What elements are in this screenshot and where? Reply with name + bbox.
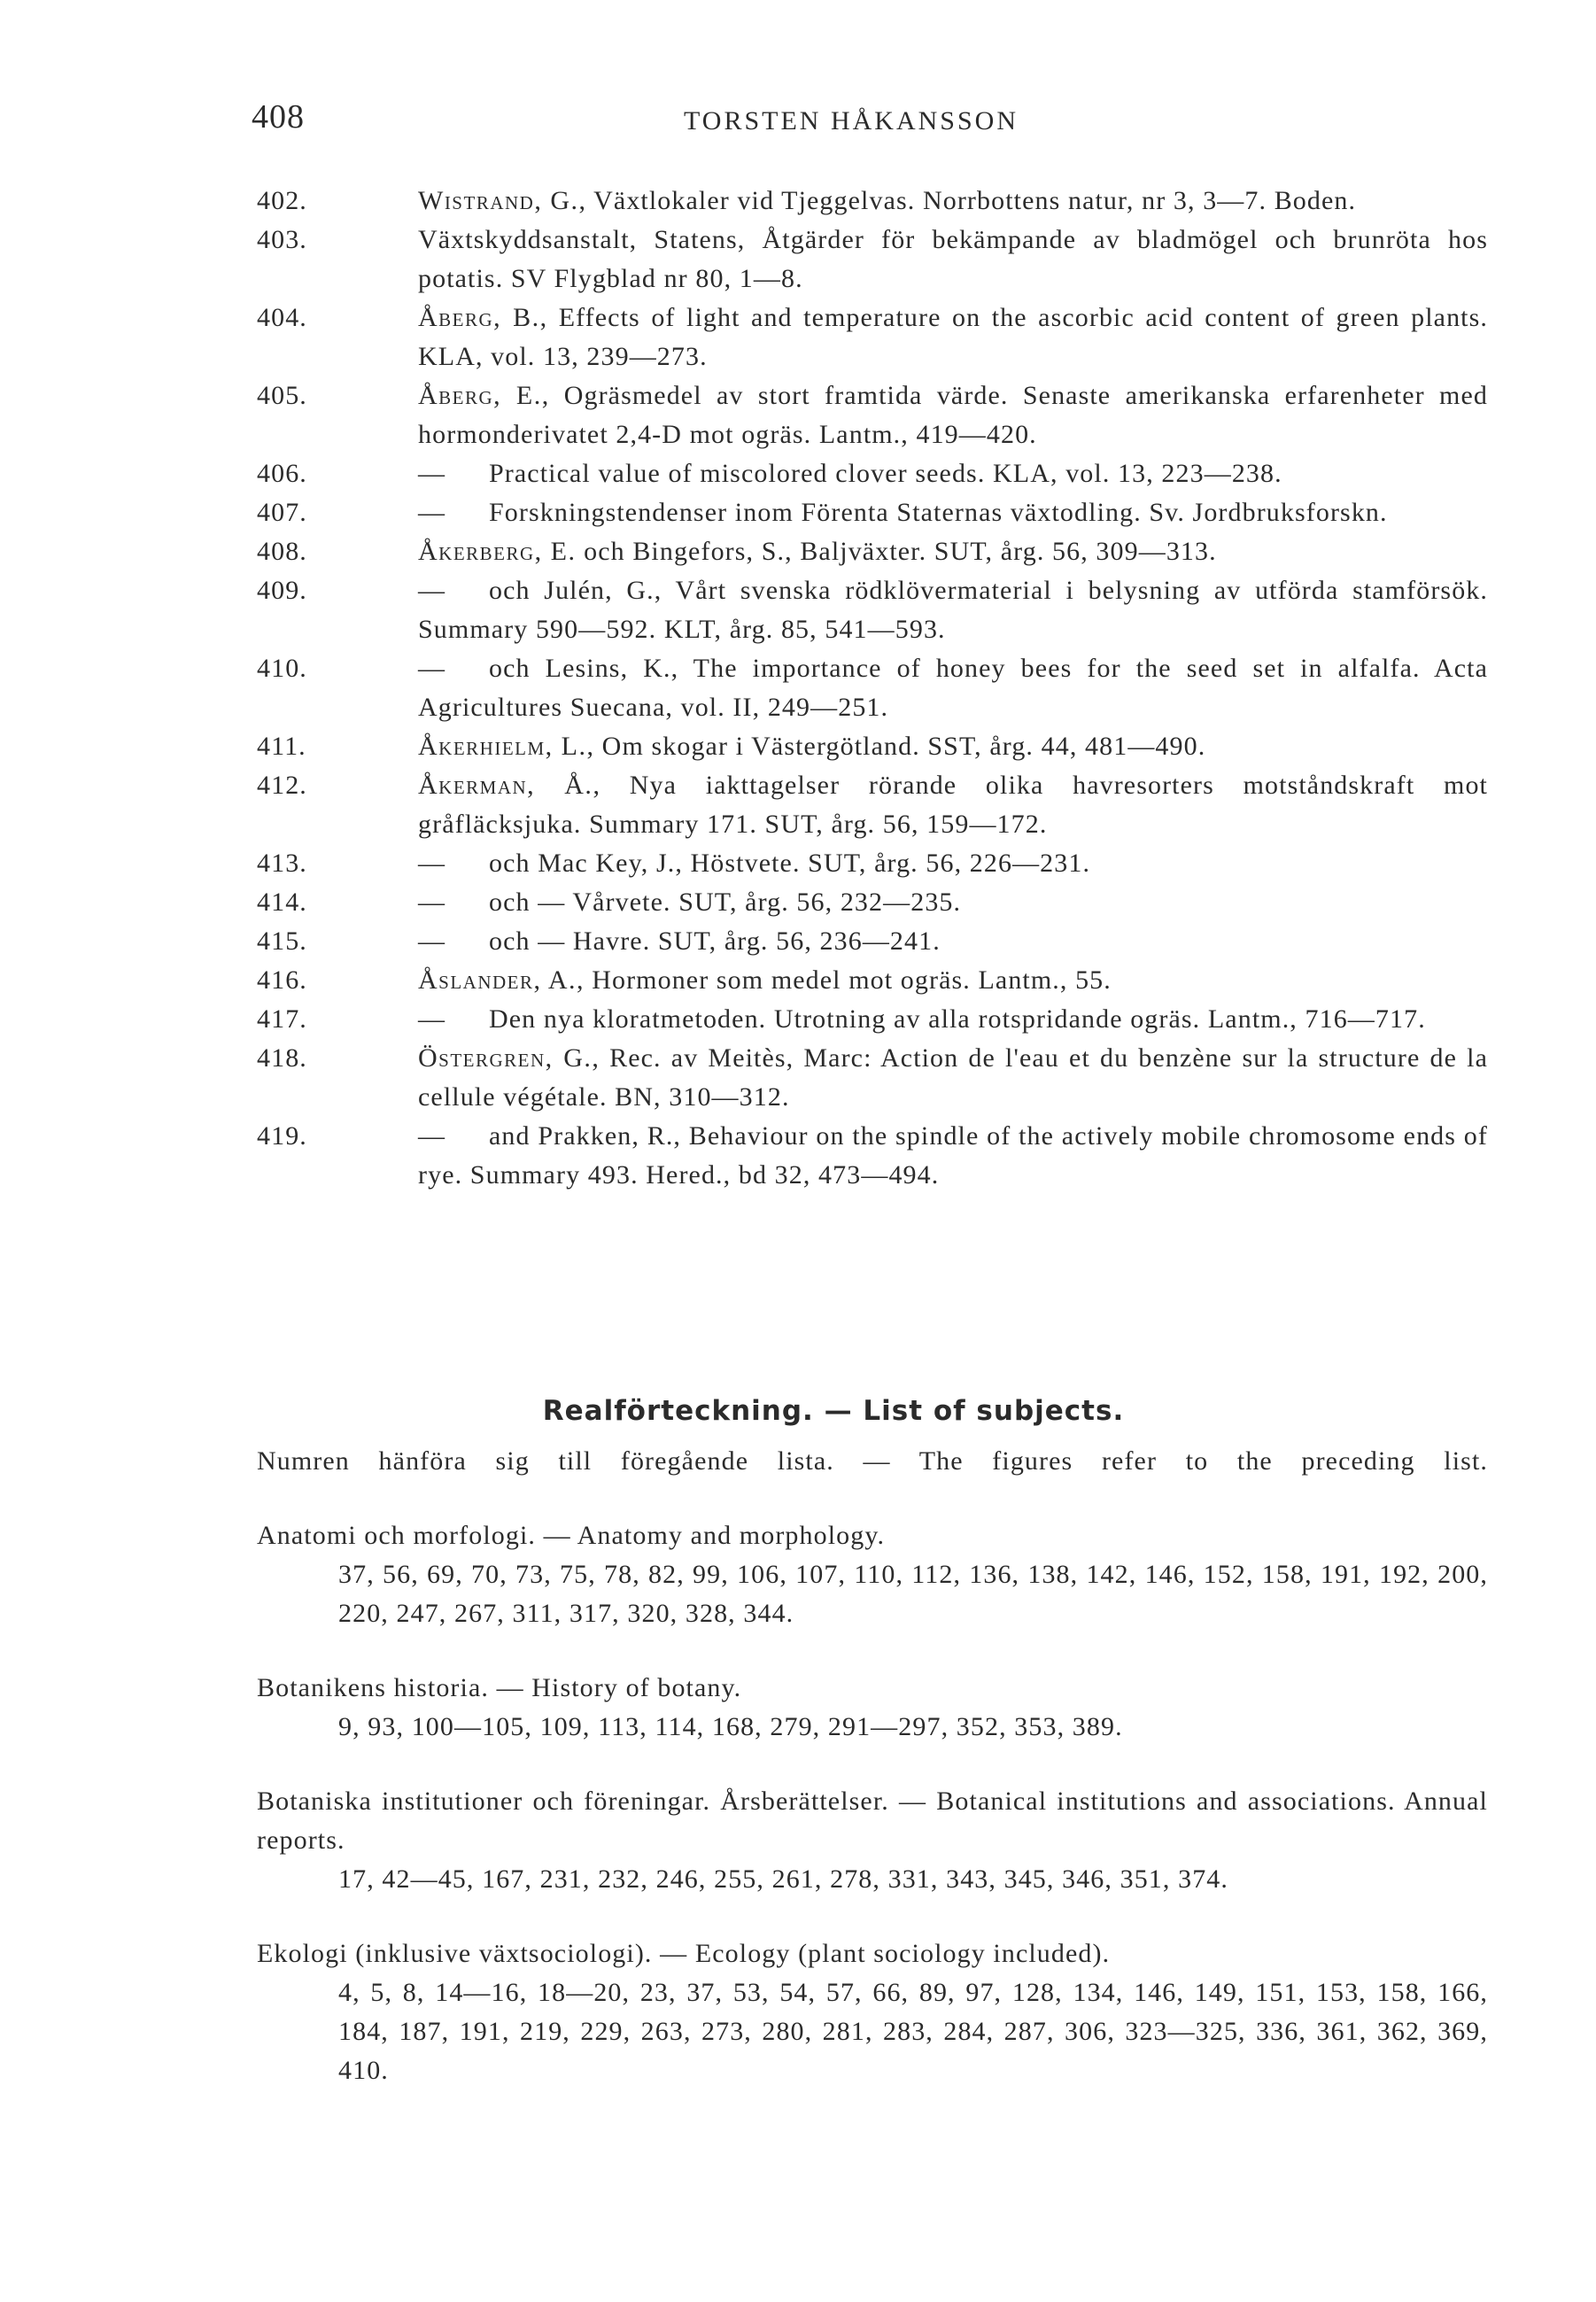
subject-entry <box>257 1669 1488 1747</box>
reference-item <box>257 493 1488 532</box>
reference-body: , Ogräsmedel av stort framtida värde. Senaste amerikanska erfarenheter med hormonderivatet 2,4-D mot ogräs. Lantm., 419—420. <box>418 381 1488 449</box>
subject-numbers: 4, 5, 8, 14—16, 18—20, 23, 37, 53, 54, 57, 66, 89, 97, 128, 134, 146, 149, 151, 153, 158, 166, 184, 187, 191, 219, 229, 263, 273, 280, 281, 283, 284, 287, 306, 323—325, 336, 361, 362, 369, 410. <box>338 1978 1488 2085</box>
reference-body: och Bingefors, S., Baljväxter. SUT, årg. 56, 309—313. <box>576 537 1217 566</box>
reference-author: Åslander, A. <box>418 965 577 995</box>
subject-entry <box>257 1516 1488 1633</box>
reference-body: och — Vårvete. SUT, årg. 56, 232—235. <box>489 887 962 917</box>
reference-text <box>418 532 1488 571</box>
reference-body: och Mac Key, J., Höstvete. SUT, årg. 56, 226—231. <box>489 849 1091 878</box>
reference-body: , Växtlokaler vid Tjeggelvas. Norrbottens natur, nr 3, 3—7. Boden. <box>578 186 1357 215</box>
reference-text <box>418 493 1488 532</box>
reference-item <box>257 883 1488 922</box>
ditto-dash: — <box>418 576 446 605</box>
reference-item <box>257 922 1488 961</box>
subject-numbers: 17, 42—45, 167, 231, 232, 246, 255, 261, 278, 331, 343, 345, 346, 351, 374. <box>338 1864 1228 1894</box>
reference-number: 410. <box>257 654 307 683</box>
reference-body: and Prakken, R., Behaviour on the spindle of the actively mobile chromosome ends of rye. Summary 493. Hered., bd 32, 473—494. <box>418 1121 1488 1190</box>
reference-text <box>418 961 1488 1000</box>
ditto-dash: — <box>418 887 446 917</box>
running-head: TORSTEN HÅKANSSON <box>684 106 1019 136</box>
reference-item <box>257 1117 1488 1195</box>
reference-text <box>418 649 1488 727</box>
subject-heading: Anatomi och morfologi. — Anatomy and morphology. <box>257 1521 886 1550</box>
reference-number: 418. <box>257 1043 307 1073</box>
reference-text <box>418 766 1488 844</box>
reference-body: Forskningstendenser inom Förenta Staternas växtodling. Sv. Jordbruksforskn. <box>489 498 1388 527</box>
reference-number: 417. <box>257 1004 307 1034</box>
reference-body: Växtskyddsanstalt, Statens, Åtgärder för bekämpande av bladmögel och brunröta hos potatis. SV Flygblad nr 80, 1—8. <box>418 225 1488 293</box>
page-number: 408 <box>252 98 305 136</box>
reference-item <box>257 454 1488 493</box>
section-title: Realförteckning. — List of subjects. <box>542 1395 1125 1427</box>
subject-numbers: 9, 93, 100—105, 109, 113, 114, 168, 279, 291—297, 352, 353, 389. <box>338 1712 1123 1741</box>
subject-heading: Ekologi (inklusive växtsociologi). — Ecology (plant sociology included). <box>257 1939 1111 1968</box>
reference-item <box>257 532 1488 571</box>
reference-author: Åkerman, Å. <box>418 771 593 800</box>
reference-number: 419. <box>257 1121 307 1151</box>
reference-author: Åberg, E. <box>418 381 542 410</box>
reference-body: , Rec. av Meitès, Marc: Action de l'eau et du benzène sur la structure de la cellule végétale. BN, 310—312. <box>418 1043 1488 1112</box>
subject-list <box>257 1442 1488 2126</box>
subject-entry <box>257 1934 1488 2090</box>
reference-text <box>418 1039 1488 1117</box>
subject-intro: Numren hänföra sig till föregående lista. — The figures refer to the preceding list. <box>257 1446 1488 1476</box>
reference-item <box>257 298 1488 376</box>
reference-number: 409. <box>257 576 307 605</box>
reference-item <box>257 766 1488 844</box>
reference-body: , Hormoner som medel mot ogräs. Lantm., 55. <box>577 965 1112 995</box>
ditto-dash: — <box>418 926 446 956</box>
reference-item <box>257 844 1488 883</box>
reference-text <box>418 376 1488 454</box>
ditto-dash: — <box>418 849 446 878</box>
subject-heading: Botaniska institutioner och föreningar. Årsberättelser. — Botanical institutions and associations. Annual reports. <box>257 1787 1488 1855</box>
reference-number: 412. <box>257 771 307 800</box>
reference-text <box>418 221 1488 298</box>
reference-author: Åberg, B. <box>418 303 540 332</box>
reference-text <box>418 727 1488 766</box>
reference-number: 402. <box>257 186 307 215</box>
subject-numbers: 37, 56, 69, 70, 73, 75, 78, 82, 99, 106, 107, 110, 112, 136, 138, 142, 146, 152, 158, 191, 192, 200, 220, 247, 267, 311, 317, 320, 328, 344. <box>338 1560 1488 1628</box>
ditto-dash: — <box>418 459 446 488</box>
reference-text <box>418 922 1488 961</box>
reference-body: och Lesins, K., The importance of honey bees for the seed set in alfalfa. Acta Agricultures Suecana, vol. II, 249—251. <box>418 654 1488 722</box>
reference-body: Practical value of miscolored clover seeds. KLA, vol. 13, 223—238. <box>489 459 1282 488</box>
reference-item <box>257 1000 1488 1039</box>
reference-item <box>257 727 1488 766</box>
reference-number: 413. <box>257 849 307 878</box>
reference-body: , Nya iakttagelser rörande olika havresorters motståndskraft mot gråfläcksjuka. Summary 171. SUT, årg. 56, 159—172. <box>418 771 1488 839</box>
reference-text <box>418 1000 1488 1039</box>
reference-text <box>418 454 1488 493</box>
reference-number: 407. <box>257 498 307 527</box>
reference-number: 414. <box>257 887 307 917</box>
reference-body: , Om skogar i Västergötland. SST, årg. 44, 481—490. <box>586 732 1206 761</box>
reference-text <box>418 883 1488 922</box>
subject-entry <box>257 1782 1488 1899</box>
reference-item <box>257 221 1488 298</box>
reference-author: Östergren, G. <box>418 1043 593 1073</box>
reference-item <box>257 182 1488 221</box>
ditto-dash: — <box>418 1004 446 1034</box>
reference-item <box>257 649 1488 727</box>
reference-body: och — Havre. SUT, årg. 56, 236—241. <box>489 926 941 956</box>
reference-item <box>257 1039 1488 1117</box>
reference-number: 415. <box>257 926 307 956</box>
reference-number: 406. <box>257 459 307 488</box>
reference-item <box>257 961 1488 1000</box>
ditto-dash: — <box>418 654 446 683</box>
ditto-dash: — <box>418 1121 446 1151</box>
ditto-dash: — <box>418 498 446 527</box>
reference-item <box>257 376 1488 454</box>
subject-heading: Botanikens historia. — History of botany. <box>257 1673 742 1702</box>
reference-item <box>257 571 1488 649</box>
reference-number: 403. <box>257 225 307 254</box>
reference-author: Wistrand, G. <box>418 186 579 215</box>
reference-number: 404. <box>257 303 307 332</box>
reference-number: 408. <box>257 537 307 566</box>
reference-number: 405. <box>257 381 307 410</box>
reference-author: Åkerhielm, L. <box>418 732 587 761</box>
reference-body: Den nya kloratmetoden. Utrotning av alla rotspridande ogräs. Lantm., 716—717. <box>489 1004 1426 1034</box>
reference-body: , Effects of light and temperature on the ascorbic acid content of green plants. KLA, vol. 13, 239—273. <box>418 303 1488 371</box>
reference-text <box>418 182 1488 221</box>
reference-list <box>257 182 1488 1195</box>
reference-body: och Julén, G., Vårt svenska rödklövermaterial i belysning av utförda stamförsök. Summary 590—592. KLT, årg. 85, 541—593. <box>418 576 1488 644</box>
reference-text <box>418 844 1488 883</box>
reference-number: 411. <box>257 732 306 761</box>
reference-text <box>418 298 1488 376</box>
reference-number: 416. <box>257 965 307 995</box>
reference-text <box>418 1117 1488 1195</box>
reference-text <box>418 571 1488 649</box>
reference-author: Åkerberg, E. <box>418 537 577 566</box>
